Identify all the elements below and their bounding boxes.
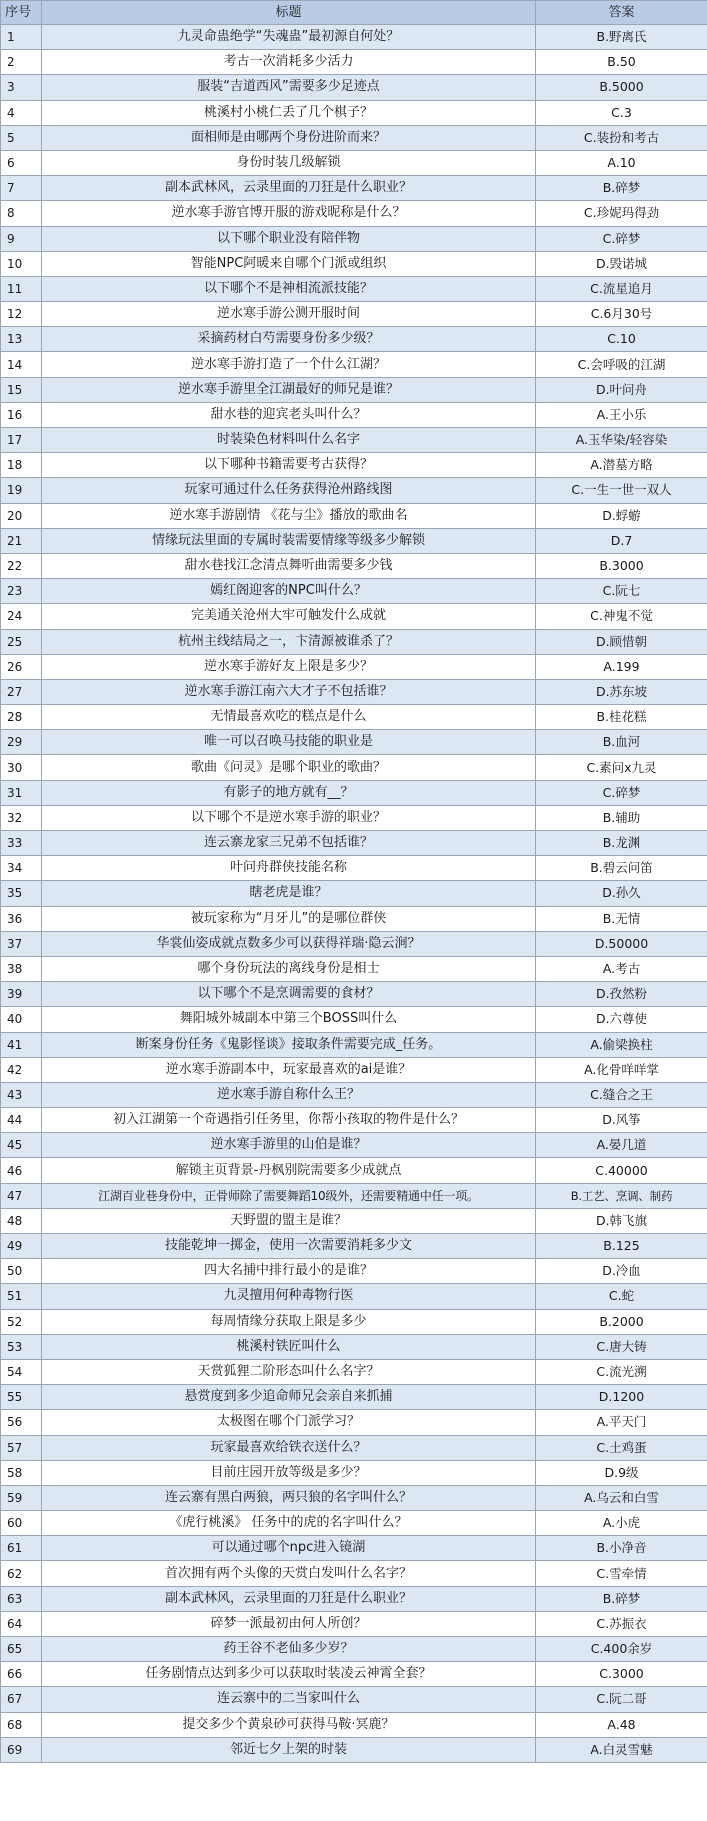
row-answer: D.韩飞旗 [536,1208,707,1233]
row-index: 64 [1,1611,42,1636]
row-answer: A.乌云和白雪 [536,1485,707,1510]
row-title: 身份时装几级解锁 [42,150,536,175]
row-index: 51 [1,1284,42,1309]
row-title: 情缘玩法里面的专属时装需要情缘等级多少解锁 [42,528,536,553]
row-answer: D.苏东坡 [536,679,707,704]
row-index: 23 [1,579,42,604]
row-answer: C.阮二哥 [536,1687,707,1712]
row-answer: C.一生一世一双人 [536,478,707,503]
row-answer: B.野离氏 [536,25,707,50]
row-index: 26 [1,654,42,679]
row-index: 48 [1,1208,42,1233]
row-title: 副本武林风，云录里面的刀狂是什么职业？ [42,176,536,201]
table-row [1,1385,707,1410]
row-answer: A.化骨咩咩掌 [536,1057,707,1082]
row-title: 逆水寒手游打造了一个什么江湖？ [42,352,536,377]
row-answer: B.50 [536,50,707,75]
row-title: 瞎老虎是谁？ [42,881,536,906]
row-title: 逆水寒手游公测开服时间 [42,302,536,327]
table-row [1,1511,707,1536]
row-answer: D.1200 [536,1385,707,1410]
row-index: 19 [1,478,42,503]
table-row [1,251,707,276]
row-index: 41 [1,1032,42,1057]
row-title: 无情最喜欢吃的糕点是什么 [42,705,536,730]
row-answer: C.唐大铸 [536,1334,707,1359]
table-row [1,1359,707,1384]
row-title: 以下哪种书籍需要考古获得？ [42,453,536,478]
row-answer: C.会呼吸的江湖 [536,352,707,377]
row-index: 8 [1,201,42,226]
row-answer: B.3000 [536,553,707,578]
row-answer: C.10 [536,327,707,352]
row-title: 嫣红阁迎客的NPC叫什么？ [42,579,536,604]
table-row [1,50,707,75]
row-index: 38 [1,956,42,981]
row-index: 44 [1,1108,42,1133]
table-row [1,302,707,327]
table-row [1,856,707,881]
row-index: 55 [1,1385,42,1410]
row-title: 《虎行桃溪》 任务中的虎的名字叫什么？ [42,1511,536,1536]
row-answer: C.珍妮玛得劲 [536,201,707,226]
table-row [1,276,707,301]
row-index: 67 [1,1687,42,1712]
row-answer: C.3000 [536,1662,707,1687]
row-title: 以下哪个不是烹调需要的食材？ [42,982,536,1007]
row-title: 逆水寒手游副本中，玩家最喜欢的ai是谁？ [42,1057,536,1082]
row-title: 逆水寒手游里全江湖最好的师兄是谁？ [42,377,536,402]
table-row [1,150,707,175]
row-answer: C.神鬼不觉 [536,604,707,629]
table-row [1,982,707,1007]
table-row [1,1561,707,1586]
row-index: 62 [1,1561,42,1586]
row-title: 副本武林风，云录里面的刀狂是什么职业？ [42,1586,536,1611]
header-index: 序号 [1,1,42,25]
table-row [1,1611,707,1636]
row-index: 43 [1,1082,42,1107]
row-title: 可以通过哪个npc进入镜湖 [42,1536,536,1561]
table-row [1,1662,707,1687]
table-row [1,1057,707,1082]
row-index: 30 [1,755,42,780]
row-index: 18 [1,453,42,478]
row-answer: B.小净音 [536,1536,707,1561]
row-index: 59 [1,1485,42,1510]
row-answer: B.碎梦 [536,1586,707,1611]
table-row [1,1485,707,1510]
row-answer: B.无情 [536,906,707,931]
row-title: 太极图在哪个门派学习？ [42,1410,536,1435]
row-title: 采摘药材白芍需要身份多少级？ [42,327,536,352]
row-index: 24 [1,604,42,629]
table-row [1,503,707,528]
row-index: 47 [1,1183,42,1208]
row-title: 技能乾坤一掷金，使用一次需要消耗多少文 [42,1234,536,1259]
table-row [1,1284,707,1309]
row-index: 1 [1,25,42,50]
row-title: 唯一可以召唤马技能的职业是 [42,730,536,755]
row-index: 16 [1,402,42,427]
row-title: 逆水寒手游剧情 《花与尘》播放的歌曲名 [42,503,536,528]
row-answer: C.6月30号 [536,302,707,327]
row-index: 32 [1,805,42,830]
table-row [1,352,707,377]
row-answer: B.碎梦 [536,176,707,201]
row-answer: C.流光溯 [536,1359,707,1384]
table-row [1,226,707,251]
row-answer: C.装扮和考古 [536,125,707,150]
table-row [1,1586,707,1611]
row-answer: D.孜然粉 [536,982,707,1007]
table-row [1,780,707,805]
row-answer: B.5000 [536,75,707,100]
row-title: 歌曲《问灵》是哪个职业的歌曲？ [42,755,536,780]
row-index: 9 [1,226,42,251]
row-title: 连云寨中的二当家叫什么 [42,1687,536,1712]
row-title: 舞阳城外城副本中第三个BOSS叫什么 [42,1007,536,1032]
row-index: 11 [1,276,42,301]
table-header [1,1,707,25]
table-row [1,1158,707,1183]
row-answer: A.王小乐 [536,402,707,427]
row-title: 叶问舟群侠技能名称 [42,856,536,881]
row-answer: C.400余岁 [536,1637,707,1662]
table-row [1,528,707,553]
table-row [1,1208,707,1233]
table-row [1,956,707,981]
row-answer: B.血河 [536,730,707,755]
row-answer: C.3 [536,100,707,125]
table-row [1,1309,707,1334]
table-row [1,478,707,503]
row-index: 15 [1,377,42,402]
row-title: 桃溪村小桃仁丢了几个棋子？ [42,100,536,125]
row-answer: C.素问x九灵 [536,755,707,780]
row-title: 天野盟的盟主是谁？ [42,1208,536,1233]
row-index: 21 [1,528,42,553]
table-row [1,1737,707,1762]
row-index: 4 [1,100,42,125]
table-row [1,25,707,50]
row-answer: C.流星追月 [536,276,707,301]
table-row [1,428,707,453]
row-index: 65 [1,1637,42,1662]
table-row [1,377,707,402]
row-answer: C.苏振衣 [536,1611,707,1636]
table-row [1,1108,707,1133]
table-row [1,1007,707,1032]
row-answer: A.考古 [536,956,707,981]
row-index: 7 [1,176,42,201]
row-answer: A.偷梁换柱 [536,1032,707,1057]
row-title: 甜水巷找江念清点舞听曲需要多少钱 [42,553,536,578]
row-answer: B.碧云问笛 [536,856,707,881]
row-answer: D.叶问舟 [536,377,707,402]
table-row [1,1334,707,1359]
table-row [1,604,707,629]
row-answer: D.风筝 [536,1108,707,1133]
row-title: 完美通关沧州大牢可触发什么成就 [42,604,536,629]
table-row [1,831,707,856]
row-index: 5 [1,125,42,150]
table-row [1,1082,707,1107]
row-index: 13 [1,327,42,352]
row-title: 任务剧情点达到多少可以获取时装凌云神霄全套？ [42,1662,536,1687]
row-title: 解锁主页背景-丹枫别院需要多少成就点 [42,1158,536,1183]
row-index: 56 [1,1410,42,1435]
row-title: 首次拥有两个头像的天赏白发叫什么名字？ [42,1561,536,1586]
table-row [1,1637,707,1662]
row-answer: A.玉华染/轻容染 [536,428,707,453]
row-title: 玩家可通过什么任务获得沧州路线图 [42,478,536,503]
row-index: 63 [1,1586,42,1611]
row-index: 36 [1,906,42,931]
row-answer: C.土鸡蛋 [536,1435,707,1460]
row-index: 31 [1,780,42,805]
row-index: 66 [1,1662,42,1687]
row-answer: B.工艺、烹调、制药 [536,1183,707,1208]
row-answer: D.冷血 [536,1259,707,1284]
row-index: 27 [1,679,42,704]
row-answer: D.蜉蝣 [536,503,707,528]
row-title: 初入江湖第一个奇遇指引任务里，你帮小孩取的物件是什么？ [42,1108,536,1133]
table-row [1,1536,707,1561]
row-index: 33 [1,831,42,856]
table-row [1,629,707,654]
row-index: 25 [1,629,42,654]
table-row [1,327,707,352]
row-answer: B.2000 [536,1309,707,1334]
row-answer: B.桂花糕 [536,705,707,730]
row-index: 40 [1,1007,42,1032]
row-title: 逆水寒手游好友上限是多少？ [42,654,536,679]
row-title: 逆水寒手游自称什么王？ [42,1082,536,1107]
row-index: 39 [1,982,42,1007]
row-index: 58 [1,1460,42,1485]
row-title: 断案身份任务《鬼影怪谈》接取条件需要完成_任务。 [42,1032,536,1057]
row-index: 28 [1,705,42,730]
row-title: 桃溪村铁匠叫什么 [42,1334,536,1359]
table-row [1,1259,707,1284]
row-title: 杭州主线结局之一，卞清源被谁杀了？ [42,629,536,654]
table-row [1,679,707,704]
row-title: 哪个身份玩法的离线身份是相士 [42,956,536,981]
row-answer: D.顾惜朝 [536,629,707,654]
row-index: 37 [1,931,42,956]
row-title: 药王谷不老仙多少岁？ [42,1637,536,1662]
row-index: 53 [1,1334,42,1359]
row-title: 时装染色材料叫什么名字 [42,428,536,453]
row-title: 碎梦一派最初由何人所创？ [42,1611,536,1636]
row-title: 九灵擅用何种毒物行医 [42,1284,536,1309]
row-title: 以下哪个职业没有陪伴物 [42,226,536,251]
table-row [1,1712,707,1737]
row-index: 10 [1,251,42,276]
row-title: 甜水巷的迎宾老头叫什么？ [42,402,536,427]
row-title: 以下哪个不是神相流派技能？ [42,276,536,301]
table-row [1,553,707,578]
row-answer: A.白灵雪魅 [536,1737,707,1762]
row-index: 35 [1,881,42,906]
row-answer: A.小虎 [536,1511,707,1536]
row-title: 智能NPC阿暖来自哪个门派或组织 [42,251,536,276]
row-title: 九灵命蛊绝学“失魂蛊”最初源自何处？ [42,25,536,50]
row-title: 面相师是由哪两个身份进阶而来？ [42,125,536,150]
row-answer: D.9级 [536,1460,707,1485]
table-row [1,1687,707,1712]
table-row [1,881,707,906]
table-row [1,805,707,830]
row-title: 逆水寒手游江南六大才子不包括谁？ [42,679,536,704]
row-index: 68 [1,1712,42,1737]
row-title: 服装“吉道西风”需要多少足迹点 [42,75,536,100]
table-row [1,201,707,226]
row-answer: D.毁诺城 [536,251,707,276]
row-title: 连云寨有黑白两狼，两只狼的名字叫什么？ [42,1485,536,1510]
header-title: 标题 [42,1,536,25]
row-index: 52 [1,1309,42,1334]
row-index: 34 [1,856,42,881]
row-title: 四大名捕中排行最小的是谁？ [42,1259,536,1284]
row-answer: C.碎梦 [536,226,707,251]
row-index: 60 [1,1511,42,1536]
row-title: 江湖百业巷身份中，正骨师除了需要舞蹈10级外，还需要精通中任一项。 [42,1183,536,1208]
table-row [1,755,707,780]
table-row [1,1410,707,1435]
row-title: 天赏狐狸二阶形态叫什么名字？ [42,1359,536,1384]
row-title: 邻近七夕上架的时装 [42,1737,536,1762]
row-index: 12 [1,302,42,327]
table-row [1,579,707,604]
row-index: 17 [1,428,42,453]
row-title: 有影子的地方就有__？ [42,780,536,805]
table-row [1,1032,707,1057]
row-index: 6 [1,150,42,175]
row-index: 22 [1,553,42,578]
row-index: 2 [1,50,42,75]
row-title: 悬赏度到多少追命师兄会亲自来抓捕 [42,1385,536,1410]
table-body [1,25,707,1763]
row-index: 50 [1,1259,42,1284]
row-answer: C.碎梦 [536,780,707,805]
row-answer: A.10 [536,150,707,175]
row-answer: A.平天门 [536,1410,707,1435]
table-row [1,1435,707,1460]
table-row [1,125,707,150]
row-title: 提交多少个黄泉砂可获得马鞍·冥鹿？ [42,1712,536,1737]
row-title: 以下哪个不是逆水寒手游的职业？ [42,805,536,830]
table-row [1,1133,707,1158]
table-row [1,906,707,931]
row-index: 42 [1,1057,42,1082]
row-answer: C.40000 [536,1158,707,1183]
row-answer: A.晏几道 [536,1133,707,1158]
table-row [1,654,707,679]
row-title: 逆水寒手游里的山伯是谁？ [42,1133,536,1158]
row-answer: C.蛇 [536,1284,707,1309]
row-index: 54 [1,1359,42,1384]
row-answer: D.7 [536,528,707,553]
row-answer: A.48 [536,1712,707,1737]
table-row [1,1460,707,1485]
header-row [1,1,707,25]
table-row [1,1234,707,1259]
table-row [1,705,707,730]
row-index: 3 [1,75,42,100]
table-row [1,402,707,427]
row-index: 29 [1,730,42,755]
table-row [1,453,707,478]
table-row [1,730,707,755]
row-title: 被玩家称为“月牙儿”的是哪位群侠 [42,906,536,931]
row-index: 45 [1,1133,42,1158]
row-answer: C.缝合之王 [536,1082,707,1107]
row-answer: A.199 [536,654,707,679]
row-answer: B.龙渊 [536,831,707,856]
table-row [1,75,707,100]
row-answer: B.125 [536,1234,707,1259]
row-index: 20 [1,503,42,528]
row-title: 连云寨龙家三兄弟不包括谁？ [42,831,536,856]
table-row [1,1183,707,1208]
table-row [1,176,707,201]
row-index: 69 [1,1737,42,1762]
row-title: 目前庄园开放等级是多少？ [42,1460,536,1485]
row-title: 华裳仙姿成就点数多少可以获得祥瑞·隐云涧？ [42,931,536,956]
row-index: 46 [1,1158,42,1183]
row-answer: A.潜墓方略 [536,453,707,478]
row-index: 49 [1,1234,42,1259]
row-title: 逆水寒手游官博开服的游戏昵称是什么？ [42,201,536,226]
header-answer: 答案 [536,1,707,25]
row-answer: D.50000 [536,931,707,956]
row-answer: C.阮七 [536,579,707,604]
table-row [1,100,707,125]
row-answer: D.孙久 [536,881,707,906]
row-title: 玩家最喜欢给铁衣送什么？ [42,1435,536,1460]
row-title: 考古一次消耗多少活力 [42,50,536,75]
row-index: 61 [1,1536,42,1561]
table-row [1,931,707,956]
row-index: 57 [1,1435,42,1460]
row-answer: D.六尊使 [536,1007,707,1032]
row-index: 14 [1,352,42,377]
row-answer: B.辅助 [536,805,707,830]
row-title: 每周情缘分获取上限是多少 [42,1309,536,1334]
row-answer: C.雪牵情 [536,1561,707,1586]
